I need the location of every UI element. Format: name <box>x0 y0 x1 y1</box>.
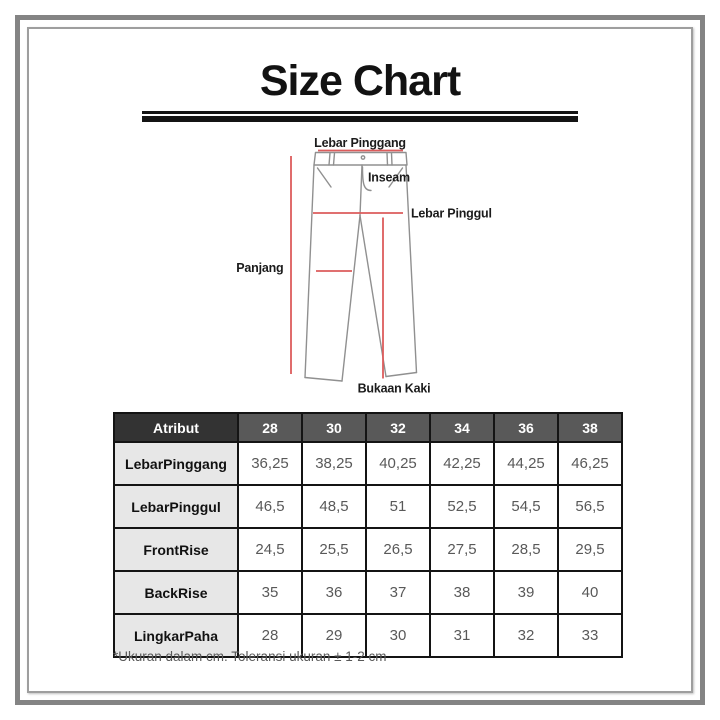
table-cell: 48,5 <box>302 485 366 528</box>
pants-outline <box>305 153 417 382</box>
row-label: LingkarPaha <box>114 614 238 657</box>
label-bukaan-kaki: Bukaan Kaki <box>357 381 431 396</box>
table-cell: 27,5 <box>430 528 494 571</box>
table-cell: 29 <box>302 614 366 657</box>
table-cell: 46,5 <box>238 485 302 528</box>
header-cell-atribut: Atribut <box>114 413 238 442</box>
table-cell: 40,25 <box>366 442 430 485</box>
label-lebar-pinggul: Lebar Pinggul <box>411 206 492 221</box>
table-row-front-rise <box>114 528 622 571</box>
table-cell: 42,25 <box>430 442 494 485</box>
table-cell: 36,25 <box>238 442 302 485</box>
footnote: *Ukuran dalam cm. Toleransi ukuran ± 1-2 cm <box>113 649 387 664</box>
table-header-row <box>114 413 622 442</box>
header-cell-size-38: 38 <box>558 413 622 442</box>
header-cell-size-32: 32 <box>366 413 430 442</box>
table-cell: 40 <box>558 571 622 614</box>
table-cell: 52,5 <box>430 485 494 528</box>
header-cell-size-30: 30 <box>302 413 366 442</box>
table-cell: 37 <box>366 571 430 614</box>
table-cell: 28,5 <box>494 528 558 571</box>
header-cell-size-28: 28 <box>238 413 302 442</box>
table-cell: 46,25 <box>558 442 622 485</box>
table-cell: 56,5 <box>558 485 622 528</box>
table-cell: 38 <box>430 571 494 614</box>
table-cell: 54,5 <box>494 485 558 528</box>
table-row-lebar-pinggang <box>114 442 622 485</box>
table-cell: 51 <box>366 485 430 528</box>
header-cell-size-36: 36 <box>494 413 558 442</box>
table-cell: 29,5 <box>558 528 622 571</box>
page-title: Size Chart <box>259 57 461 105</box>
label-inseam: Inseam <box>368 170 410 185</box>
size-table <box>113 412 623 658</box>
title-divider <box>142 111 578 122</box>
table-cell: 38,25 <box>302 442 366 485</box>
table-cell: 30 <box>366 614 430 657</box>
divider-thick-line <box>142 116 578 122</box>
table-cell: 25,5 <box>302 528 366 571</box>
measurement-lines <box>291 151 403 379</box>
header-cell-size-34: 34 <box>430 413 494 442</box>
table-cell: 26,5 <box>366 528 430 571</box>
label-panjang: Panjang <box>236 261 284 275</box>
pants-measurement-diagram <box>235 125 500 405</box>
table-cell: 28 <box>238 614 302 657</box>
label-lebar-pinggang: Lebar Pinggang <box>314 136 406 150</box>
row-label: FrontRise <box>114 528 238 571</box>
table-cell: 36 <box>302 571 366 614</box>
table-row-back-rise <box>114 571 622 614</box>
table-cell: 32 <box>494 614 558 657</box>
table-cell: 35 <box>238 571 302 614</box>
row-label: LebarPinggul <box>114 485 238 528</box>
row-label: BackRise <box>114 571 238 614</box>
table-row-lebar-pinggul <box>114 485 622 528</box>
table-cell: 39 <box>494 571 558 614</box>
table-cell: 24,5 <box>238 528 302 571</box>
row-label: LebarPinggang <box>114 442 238 485</box>
table-cell: 31 <box>430 614 494 657</box>
table-cell: 44,25 <box>494 442 558 485</box>
table-cell: 33 <box>558 614 622 657</box>
